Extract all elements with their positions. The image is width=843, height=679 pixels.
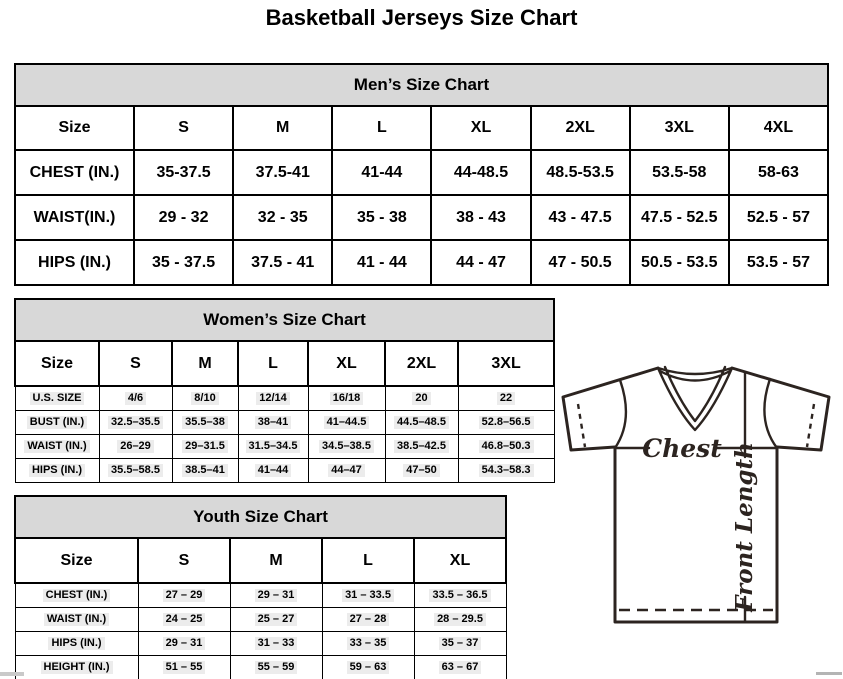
row-label: HIPS (IN.) [15, 459, 99, 483]
table-row [15, 195, 828, 240]
table-row [15, 150, 828, 195]
horizontal-scrollbar-fragment-right[interactable] [816, 672, 842, 675]
size-value-cell: 35.5–58.5 [99, 459, 172, 483]
column-header: XL [431, 106, 530, 150]
size-value-cell: 38.5–42.5 [385, 435, 458, 459]
jersey-outline [563, 368, 829, 622]
mens-chart-banner: Men’s Size Chart [15, 64, 828, 106]
row-label: HIPS (IN.) [15, 240, 134, 285]
v-neck-collar [658, 367, 732, 430]
size-value-cell: 38.5–41 [172, 459, 238, 483]
size-value-cell: 37.5 - 41 [233, 240, 332, 285]
size-value-cell: 50.5 - 53.5 [630, 240, 729, 285]
size-value-cell: 22 [458, 386, 554, 411]
size-value-cell: 31.5–34.5 [238, 435, 308, 459]
row-label: CHEST (IN.) [15, 583, 138, 608]
horizontal-scrollbar-fragment-left[interactable] [0, 672, 24, 676]
jersey-measurement-diagram [552, 360, 843, 632]
size-value-cell: 29 – 31 [138, 632, 230, 656]
size-value-cell: 41-44 [332, 150, 431, 195]
size-value-cell: 33.5 – 36.5 [414, 583, 506, 608]
size-value-cell: 53.5-58 [630, 150, 729, 195]
table-row [15, 411, 554, 435]
column-header: Size [15, 106, 134, 150]
table-row [15, 656, 506, 679]
column-header: 3XL [458, 341, 554, 386]
row-label: HEIGHT (IN.) [15, 656, 138, 679]
table-row [15, 435, 554, 459]
row-label: HIPS (IN.) [15, 632, 138, 656]
size-value-cell: 28 – 29.5 [414, 608, 506, 632]
size-value-cell: 52.8–56.5 [458, 411, 554, 435]
size-value-cell: 20 [385, 386, 458, 411]
size-value-cell: 35.5–38 [172, 411, 238, 435]
table-row [15, 632, 506, 656]
size-value-cell: 41 - 44 [332, 240, 431, 285]
column-header: S [99, 341, 172, 386]
size-value-cell: 16/18 [308, 386, 385, 411]
size-value-cell: 41–44.5 [308, 411, 385, 435]
size-value-cell: 46.8–50.3 [458, 435, 554, 459]
size-value-cell: 12/14 [238, 386, 308, 411]
column-header: 2XL [531, 106, 630, 150]
size-value-cell: 41–44 [238, 459, 308, 483]
size-value-cell: 35 - 37.5 [134, 240, 233, 285]
row-label: BUST (IN.) [15, 411, 99, 435]
size-value-cell: 47–50 [385, 459, 458, 483]
size-value-cell: 32 - 35 [233, 195, 332, 240]
size-value-cell: 52.5 - 57 [729, 195, 828, 240]
size-value-cell: 53.5 - 57 [729, 240, 828, 285]
size-value-cell: 27 – 28 [322, 608, 414, 632]
womens-size-chart-table [14, 298, 555, 483]
row-label: WAIST(IN.) [15, 195, 134, 240]
table-row [15, 240, 828, 285]
column-header: S [134, 106, 233, 150]
table-row [15, 583, 506, 608]
front-length-label: Front Length [731, 442, 758, 612]
column-header: XL [414, 538, 506, 583]
size-value-cell: 29 - 32 [134, 195, 233, 240]
row-label: WAIST (IN.) [15, 608, 138, 632]
size-value-cell: 34.5–38.5 [308, 435, 385, 459]
mens-size-chart-table [14, 63, 829, 286]
size-value-cell: 59 – 63 [322, 656, 414, 679]
size-value-cell: 29–31.5 [172, 435, 238, 459]
size-value-cell: 38 - 43 [431, 195, 530, 240]
size-value-cell: 31 – 33 [230, 632, 322, 656]
column-header: M [172, 341, 238, 386]
size-value-cell: 63 – 67 [414, 656, 506, 679]
womens-chart-banner: Women’s Size Chart [15, 299, 554, 341]
column-header: 2XL [385, 341, 458, 386]
row-label: CHEST (IN.) [15, 150, 134, 195]
size-value-cell: 55 – 59 [230, 656, 322, 679]
size-value-cell: 44-48.5 [431, 150, 530, 195]
size-value-cell: 47 - 50.5 [531, 240, 630, 285]
size-value-cell: 43 - 47.5 [531, 195, 630, 240]
size-value-cell: 4/6 [99, 386, 172, 411]
size-value-cell: 32.5–35.5 [99, 411, 172, 435]
table-row [15, 459, 554, 483]
column-header: XL [308, 341, 385, 386]
size-value-cell: 44.5–48.5 [385, 411, 458, 435]
row-label: WAIST (IN.) [15, 435, 99, 459]
size-value-cell: 33 – 35 [322, 632, 414, 656]
table-row [15, 608, 506, 632]
size-value-cell: 38–41 [238, 411, 308, 435]
column-header: 3XL [630, 106, 729, 150]
youth-chart-banner: Youth Size Chart [15, 496, 506, 538]
size-value-cell: 44–47 [308, 459, 385, 483]
size-value-cell: 24 – 25 [138, 608, 230, 632]
table-row [15, 386, 554, 411]
size-value-cell: 35-37.5 [134, 150, 233, 195]
size-value-cell: 44 - 47 [431, 240, 530, 285]
column-header: M [230, 538, 322, 583]
size-value-cell: 26–29 [99, 435, 172, 459]
size-value-cell: 8/10 [172, 386, 238, 411]
row-label: U.S. SIZE [15, 386, 99, 411]
chest-label: Chest [642, 434, 722, 463]
column-header: Size [15, 538, 138, 583]
column-header: L [322, 538, 414, 583]
column-header: Size [15, 341, 99, 386]
size-value-cell: 37.5-41 [233, 150, 332, 195]
size-value-cell: 54.3–58.3 [458, 459, 554, 483]
column-header: 4XL [729, 106, 828, 150]
youth-size-chart-table [14, 495, 507, 679]
size-value-cell: 35 - 38 [332, 195, 431, 240]
size-value-cell: 51 – 55 [138, 656, 230, 679]
column-header: S [138, 538, 230, 583]
column-header: L [238, 341, 308, 386]
size-value-cell: 29 – 31 [230, 583, 322, 608]
size-value-cell: 58-63 [729, 150, 828, 195]
page-title: Basketball Jerseys Size Chart [265, 5, 578, 30]
column-header: M [233, 106, 332, 150]
size-value-cell: 35 – 37 [414, 632, 506, 656]
size-value-cell: 27 – 29 [138, 583, 230, 608]
size-value-cell: 31 – 33.5 [322, 583, 414, 608]
size-value-cell: 47.5 - 52.5 [630, 195, 729, 240]
size-value-cell: 48.5-53.5 [531, 150, 630, 195]
column-header: L [332, 106, 431, 150]
size-value-cell: 25 – 27 [230, 608, 322, 632]
